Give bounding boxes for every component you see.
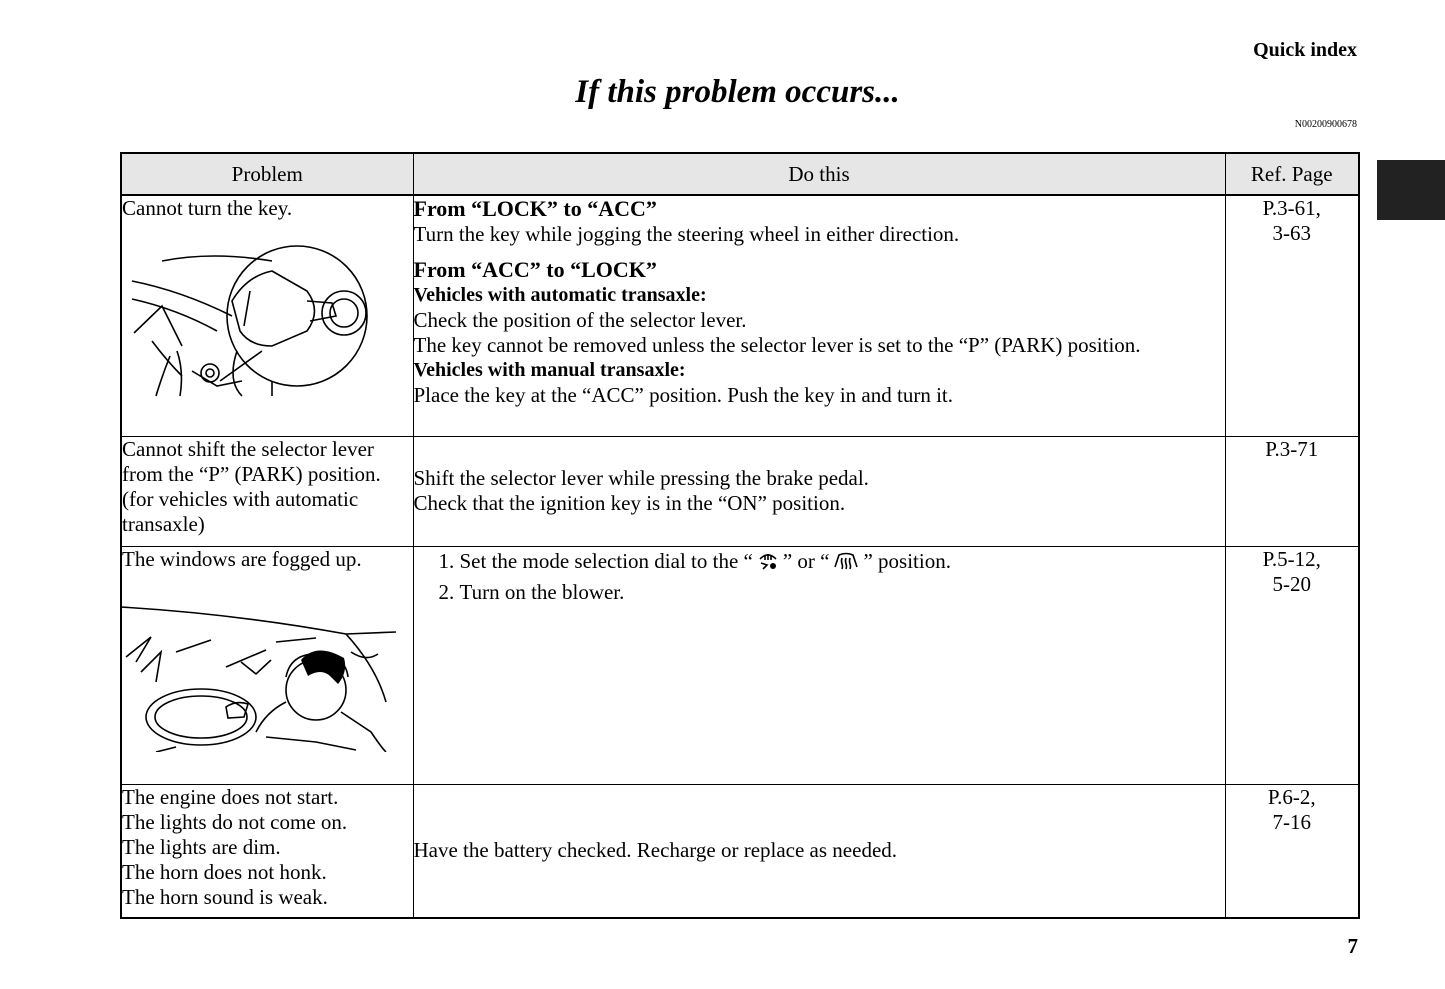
ref-page: P.3-61, (1262, 196, 1321, 220)
ref-page: P.5-12, (1262, 546, 1321, 571)
list-item (460, 547, 1225, 578)
ref-page: 5-20 (1272, 571, 1311, 596)
step-text: ” or “ (782, 548, 830, 573)
defroster-icon (833, 550, 859, 578)
instruction-text: Shift the selector lever while pressing the brake pedal. (413, 466, 869, 490)
table-header-row (121, 153, 1359, 195)
problem-text: Cannot shift the selector lever (122, 436, 374, 461)
problem-text: The lights do not come on. (122, 809, 348, 834)
ref-page: 7-16 (1272, 809, 1311, 834)
problem-text: The engine does not start. (122, 784, 339, 809)
table-row (121, 436, 1359, 546)
problem-text: The horn does not honk. (122, 859, 327, 884)
instruction-heading: From “ACC” to “LOCK” (413, 257, 657, 282)
document-id: N00200900678 (1294, 119, 1357, 130)
page-number: 7 (1347, 934, 1358, 958)
problem-text: The lights are dim. (122, 834, 281, 859)
problem-text: transaxle) (122, 511, 205, 536)
column-header-do-this: Do this (413, 153, 1225, 195)
defog-mode-icon (757, 550, 779, 578)
step-text: Set the mode selection dial to the “ (459, 548, 753, 573)
ref-page-cell (1225, 784, 1359, 918)
do-this-cell (413, 784, 1225, 918)
instruction-heading: From “LOCK” to “ACC” (413, 196, 657, 221)
problem-text: from the “P” (PARK) position. (122, 461, 381, 486)
fogged-window-illustration (116, 572, 400, 752)
ref-page-cell (1225, 546, 1359, 784)
problem-text: The windows are fogged up. (122, 546, 362, 571)
problem-text: Cannot turn the key. (122, 196, 293, 220)
column-header-ref-page: Ref. Page (1225, 153, 1359, 195)
instruction-text: Place the key at the “ACC” position. Push the key in and turn it. (413, 383, 953, 407)
step-text: ” position. (863, 548, 951, 573)
problem-text: (for vehicles with automatic (122, 486, 359, 511)
ref-page: P.3-71 (1265, 436, 1319, 461)
steps-list (414, 547, 1225, 606)
table-row (121, 546, 1359, 784)
instruction-text: The key cannot be removed unless the selector lever is set to the “P” (PARK) position. (413, 333, 1141, 357)
section-label: Quick index (1253, 39, 1357, 61)
ref-page: 3-63 (1272, 221, 1311, 245)
step-text: Turn on the blower. (459, 579, 625, 604)
table-row (121, 784, 1359, 918)
ref-page-cell (1225, 436, 1359, 546)
instruction-subheading: Vehicles with manual transaxle: (413, 359, 686, 381)
problem-cell (121, 546, 413, 784)
table-row (121, 195, 1359, 436)
problem-cell (121, 784, 413, 918)
instruction-subheading: Vehicles with automatic transaxle: (413, 284, 707, 306)
ref-page: P.6-2, (1267, 784, 1316, 809)
list-item (460, 578, 1225, 606)
instruction-text: Turn the key while jogging the steering wheel in either direction. (413, 222, 960, 246)
do-this-cell (413, 195, 1225, 436)
instruction-text: Have the battery checked. Recharge or replace as needed. (413, 838, 898, 863)
do-this-cell (413, 436, 1225, 546)
column-header-problem: Problem (121, 153, 413, 195)
problem-cell (121, 195, 413, 436)
problem-cell (121, 436, 413, 546)
instruction-text: Check the position of the selector lever. (413, 308, 747, 332)
problem-text: The horn sound is weak. (122, 884, 328, 909)
ref-page-cell (1225, 195, 1359, 436)
page-title: If this problem occurs... (575, 74, 900, 110)
do-this-cell (413, 546, 1225, 784)
instruction-text: Check that the ignition key is in the “ON” position. (413, 491, 846, 515)
quick-index-table (120, 152, 1360, 919)
chapter-tab (1377, 160, 1445, 220)
key-ignition-illustration (122, 221, 402, 399)
